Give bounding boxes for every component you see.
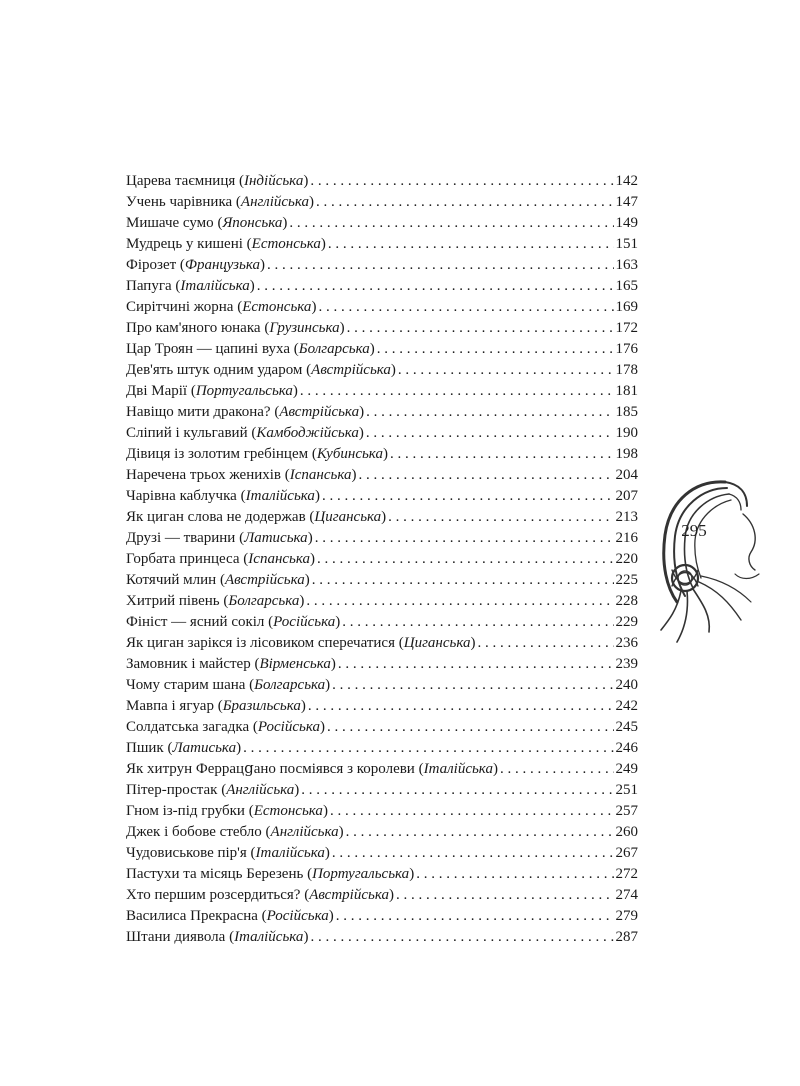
- toc-entry-title: Друзі — тварини (Латиська): [126, 530, 313, 546]
- page-ref: 207: [615, 488, 638, 504]
- toc-entry-title: Наречена трьох женихів (Іспанська): [126, 467, 357, 483]
- toc-entry-title: Мишаче сумо (Японська): [126, 215, 288, 231]
- toc-entry-title: Сліпий і кульгавий (Камбоджійська): [126, 425, 364, 441]
- table-of-contents: [126, 171, 638, 948]
- dot-leader: [316, 192, 613, 213]
- story-title: Фініст — ясний сокіл: [126, 614, 265, 630]
- page-number: 295: [681, 521, 707, 540]
- page-ref: 190: [615, 425, 638, 441]
- toc-entry-title: Папуга (Італійська): [126, 278, 255, 294]
- story-origin: Португальська: [195, 383, 293, 399]
- dot-leader: [327, 717, 614, 738]
- page-ref: 163: [615, 257, 638, 273]
- story-origin: Естонська: [253, 803, 323, 819]
- toc-entry: [126, 675, 638, 696]
- dot-leader: [315, 528, 614, 549]
- dot-leader: [243, 738, 613, 759]
- page-ref: 229: [615, 614, 638, 630]
- toc-entry-title: Як хитрун Феррацցано посміявся з королеви (Італійська): [126, 761, 498, 777]
- toc-entry-title: Чарівна каблучка (Італійська): [126, 488, 320, 504]
- toc-entry: [126, 612, 638, 633]
- story-title: Як циган слова не додержав: [126, 509, 306, 525]
- story-title: Пітер-простак: [126, 782, 218, 798]
- page-ref: 260: [615, 824, 638, 840]
- story-title: Замовник і майстер: [126, 656, 251, 672]
- story-title: Мишаче сумо: [126, 215, 214, 231]
- toc-entry: [126, 402, 638, 423]
- toc-entry-title: Фірозет (Французька): [126, 257, 265, 273]
- toc-entry: [126, 822, 638, 843]
- page-ref: 147: [615, 194, 638, 210]
- toc-entry: [126, 759, 638, 780]
- toc-entry: [126, 738, 638, 759]
- story-title: Сирітчині жорна: [126, 299, 234, 315]
- page-ref: 267: [615, 845, 638, 861]
- toc-entry-title: Замовник і майстер (Вірменська): [126, 656, 336, 672]
- story-title: Царева таємниця: [126, 173, 236, 189]
- page-ref: 178: [615, 362, 638, 378]
- toc-entry: [126, 213, 638, 234]
- dot-leader: [330, 801, 614, 822]
- page-ref: 149: [615, 215, 638, 231]
- page-ref: 204: [615, 467, 638, 483]
- dot-leader: [347, 318, 614, 339]
- toc-entry: [126, 360, 638, 381]
- story-origin: Італійська: [180, 278, 250, 294]
- story-title: Пшик: [126, 740, 164, 756]
- story-origin: Іспанська: [289, 467, 352, 483]
- page-ref: 216: [615, 530, 638, 546]
- toc-entry-title: Царева таємниця (Індійська): [126, 173, 309, 189]
- page-ref: 239: [615, 656, 638, 672]
- page-ref: 198: [615, 446, 638, 462]
- toc-entry: [126, 843, 638, 864]
- toc-entry-title: Як циган зарікся із лісовиком сперечатися (Циганська): [126, 635, 476, 651]
- toc-entry: [126, 885, 638, 906]
- page-ref: 151: [615, 236, 638, 252]
- toc-entry: [126, 717, 638, 738]
- page-ref: 236: [615, 635, 638, 651]
- story-origin: Циганська: [403, 635, 471, 651]
- dot-leader: [257, 276, 614, 297]
- toc-entry: [126, 171, 638, 192]
- dot-leader: [346, 822, 614, 843]
- story-origin: Італійська: [234, 929, 304, 945]
- page-ref: 142: [615, 173, 638, 189]
- page-ref: 240: [615, 677, 638, 693]
- dot-leader: [358, 465, 613, 486]
- story-title: Мудрець у кишені: [126, 236, 243, 252]
- toc-entry: [126, 507, 638, 528]
- toc-entry: [126, 465, 638, 486]
- toc-entry: [126, 927, 638, 948]
- toc-entry: [126, 528, 638, 549]
- toc-entry: [126, 906, 638, 927]
- story-title: Пастухи та місяць Березень: [126, 866, 304, 882]
- toc-entry-title: Дві Марії (Португальська): [126, 383, 298, 399]
- dot-leader: [308, 696, 614, 717]
- toc-entry-title: Гном із-під грубки (Естонська): [126, 803, 328, 819]
- story-origin: Камбоджійська: [256, 425, 359, 441]
- toc-entry-title: Штани диявола (Італійська): [126, 929, 309, 945]
- toc-entry-title: Мавпа і ягуар (Бразильська): [126, 698, 306, 714]
- toc-entry: [126, 255, 638, 276]
- page-ref: 245: [615, 719, 638, 735]
- toc-entry: [126, 297, 638, 318]
- page-ref: 249: [615, 761, 638, 777]
- story-origin: Грузинська: [269, 320, 340, 336]
- story-origin: Латиська: [172, 740, 237, 756]
- story-title: Чарівна каблучка: [126, 488, 237, 504]
- toc-entry: [126, 444, 638, 465]
- dot-leader: [416, 864, 613, 885]
- toc-entry-title: Пітер-простак (Англійська): [126, 782, 300, 798]
- page-ref: 172: [615, 320, 638, 336]
- story-title: Цар Троян — цапині вуха: [126, 341, 290, 357]
- story-title: Василиса Прекрасна: [126, 908, 258, 924]
- page-ref: 225: [615, 572, 638, 588]
- story-title: Друзі — тварини: [126, 530, 236, 546]
- toc-entry: [126, 318, 638, 339]
- toc-entry-title: Хитрий півень (Болгарська): [126, 593, 305, 609]
- dot-leader: [318, 297, 613, 318]
- story-title: Хитрий півень: [126, 593, 220, 609]
- story-origin: Вірменська: [259, 656, 331, 672]
- story-origin: Бразильська: [222, 698, 301, 714]
- story-title: Дев'ять штук одним ударом: [126, 362, 303, 378]
- toc-entry: [126, 570, 638, 591]
- toc-entry-title: Навіщо мити дракона? (Австрійська): [126, 404, 365, 420]
- dot-leader: [301, 780, 613, 801]
- toc-entry-title: Дев'ять штук одним ударом (Австрійська): [126, 362, 396, 378]
- toc-entry-title: Про кам'яного юнака (Грузинська): [126, 320, 345, 336]
- toc-entry-title: Пшик (Латиська): [126, 740, 242, 756]
- dot-leader: [267, 255, 614, 276]
- dot-leader: [306, 591, 613, 612]
- story-title: Гном із-під грубки: [126, 803, 245, 819]
- story-origin: Австрійська: [279, 404, 360, 420]
- dot-leader: [478, 633, 614, 654]
- story-origin: Латиська: [244, 530, 308, 546]
- story-origin: Російська: [266, 908, 329, 924]
- story-origin: Австрійська: [224, 572, 305, 588]
- story-origin: Індійська: [244, 173, 304, 189]
- story-origin: Італійська: [255, 845, 325, 861]
- page-ref: 287: [615, 929, 638, 945]
- story-title: Хто першим розсердиться?: [126, 887, 301, 903]
- dot-leader: [377, 339, 614, 360]
- story-title: Горбата принцеса: [126, 551, 240, 567]
- toc-entry: [126, 486, 638, 507]
- story-title: Джек і бобове стебло: [126, 824, 262, 840]
- toc-entry: [126, 276, 638, 297]
- story-title: Дві Марії: [126, 383, 188, 399]
- dot-leader: [500, 759, 614, 780]
- story-origin: Естонська: [242, 299, 312, 315]
- story-origin: Англійська: [240, 194, 310, 210]
- story-origin: Естонська: [251, 236, 321, 252]
- story-origin: Іспанська: [248, 551, 311, 567]
- toc-entry: [126, 423, 638, 444]
- dot-leader: [388, 507, 613, 528]
- page-ref: 251: [615, 782, 638, 798]
- toc-entry-title: Чому старим шана (Болгарська): [126, 677, 331, 693]
- story-title: Папуга: [126, 278, 172, 294]
- toc-entry: [126, 192, 638, 213]
- toc-entry: [126, 339, 638, 360]
- story-origin: Російська: [273, 614, 336, 630]
- toc-entry-title: Фініст — ясний сокіл (Російська): [126, 614, 341, 630]
- dot-leader: [336, 906, 614, 927]
- story-origin: Італійська: [423, 761, 493, 777]
- toc-entry-title: Мудрець у кишені (Естонська): [126, 236, 326, 252]
- toc-entry-title: Учень чарівника (Англійська): [126, 194, 315, 210]
- dot-leader: [317, 549, 613, 570]
- dot-leader: [366, 423, 614, 444]
- dot-leader: [390, 444, 614, 465]
- page-ref: 213: [615, 509, 638, 525]
- toc-entry-title: Котячий млин (Австрійська): [126, 572, 310, 588]
- dot-leader: [366, 402, 613, 423]
- story-origin: Болгарська: [228, 593, 300, 609]
- story-title: Наречена трьох женихів: [126, 467, 281, 483]
- story-origin: Англійська: [226, 782, 295, 798]
- story-title: Дівиця із золотим гребінцем: [126, 446, 309, 462]
- toc-entry-title: Солдатська загадка (Російська): [126, 719, 325, 735]
- page-ref: 257: [615, 803, 638, 819]
- story-origin: Російська: [257, 719, 320, 735]
- page-ref: 169: [615, 299, 638, 315]
- toc-entry: [126, 549, 638, 570]
- dot-leader: [342, 612, 613, 633]
- story-origin: Португальська: [312, 866, 410, 882]
- knot-ornament-icon: [655, 470, 773, 670]
- story-title: Навіщо мити дракона?: [126, 404, 271, 420]
- dot-leader: [310, 171, 613, 192]
- page-ref: 165: [615, 278, 638, 294]
- toc-entry-title: Джек і бобове стебло (Англійська): [126, 824, 344, 840]
- story-title: Котячий млин: [126, 572, 217, 588]
- toc-entry: [126, 591, 638, 612]
- story-title: Учень чарівника: [126, 194, 233, 210]
- story-title: Як хитрун Феррацցано посміявся з королеви: [126, 761, 415, 777]
- story-origin: Японська: [222, 215, 283, 231]
- toc-entry: [126, 381, 638, 402]
- story-origin: Австрійська: [311, 362, 391, 378]
- page-ref: 181: [615, 383, 638, 399]
- toc-entry-title: Дівиця із золотим гребінцем (Кубинська): [126, 446, 388, 462]
- page-ref: 274: [615, 887, 638, 903]
- story-title: Фірозет: [126, 257, 177, 273]
- story-title: Штани диявола: [126, 929, 226, 945]
- dot-leader: [332, 843, 614, 864]
- story-title: Чудовиськове пір'я: [126, 845, 247, 861]
- page-ref: 185: [615, 404, 638, 420]
- story-origin: Англійська: [270, 824, 339, 840]
- toc-entry-title: Сирітчині жорна (Естонська): [126, 299, 317, 315]
- toc-entry-title: Цар Троян — цапині вуха (Болгарська): [126, 341, 375, 357]
- toc-entry: [126, 864, 638, 885]
- dot-leader: [300, 381, 614, 402]
- page-ref: 246: [615, 740, 638, 756]
- dot-leader: [338, 654, 614, 675]
- story-origin: Італійська: [245, 488, 315, 504]
- story-origin: Болгарська: [298, 341, 370, 357]
- story-origin: Циганська: [314, 509, 382, 525]
- story-title: Мавпа і ягуар: [126, 698, 214, 714]
- toc-entry: [126, 801, 638, 822]
- story-title: Про кам'яного юнака: [126, 320, 261, 336]
- dot-leader: [396, 885, 614, 906]
- page-ref: 279: [615, 908, 638, 924]
- story-title: Сліпий і кульгавий: [126, 425, 248, 441]
- toc-entry-title: Василиса Прекрасна (Російська): [126, 908, 334, 924]
- toc-entry: [126, 654, 638, 675]
- dot-leader: [322, 486, 614, 507]
- page-ref: 228: [615, 593, 638, 609]
- toc-entry-title: Пастухи та місяць Березень (Португальська): [126, 866, 415, 882]
- page-ref: 176: [615, 341, 638, 357]
- page-ref: 220: [615, 551, 638, 567]
- toc-entry: [126, 633, 638, 654]
- dot-leader: [289, 213, 613, 234]
- dot-leader: [398, 360, 614, 381]
- toc-entry-title: Чудовиськове пір'я (Італійська): [126, 845, 330, 861]
- dot-leader: [310, 927, 613, 948]
- page-ref: 242: [615, 698, 638, 714]
- story-title: Як циган зарікся із лісовиком сперечатися: [126, 635, 395, 651]
- dot-leader: [312, 570, 614, 591]
- toc-entry: [126, 234, 638, 255]
- toc-entry: [126, 780, 638, 801]
- toc-entry: [126, 696, 638, 717]
- story-origin: Болгарська: [254, 677, 326, 693]
- story-title: Чому старим шана: [126, 677, 246, 693]
- story-origin: Австрійська: [309, 887, 389, 903]
- story-title: Солдатська загадка: [126, 719, 250, 735]
- dot-leader: [332, 675, 613, 696]
- toc-entry-title: Як циган слова не додержав (Циганська): [126, 509, 387, 525]
- toc-entry-title: Горбата принцеса (Іспанська): [126, 551, 316, 567]
- story-origin: Французька: [184, 257, 260, 273]
- story-origin: Кубинська: [316, 446, 383, 462]
- page-ref: 272: [615, 866, 638, 882]
- dot-leader: [328, 234, 614, 255]
- toc-entry-title: Хто першим розсердиться? (Австрійська): [126, 887, 394, 903]
